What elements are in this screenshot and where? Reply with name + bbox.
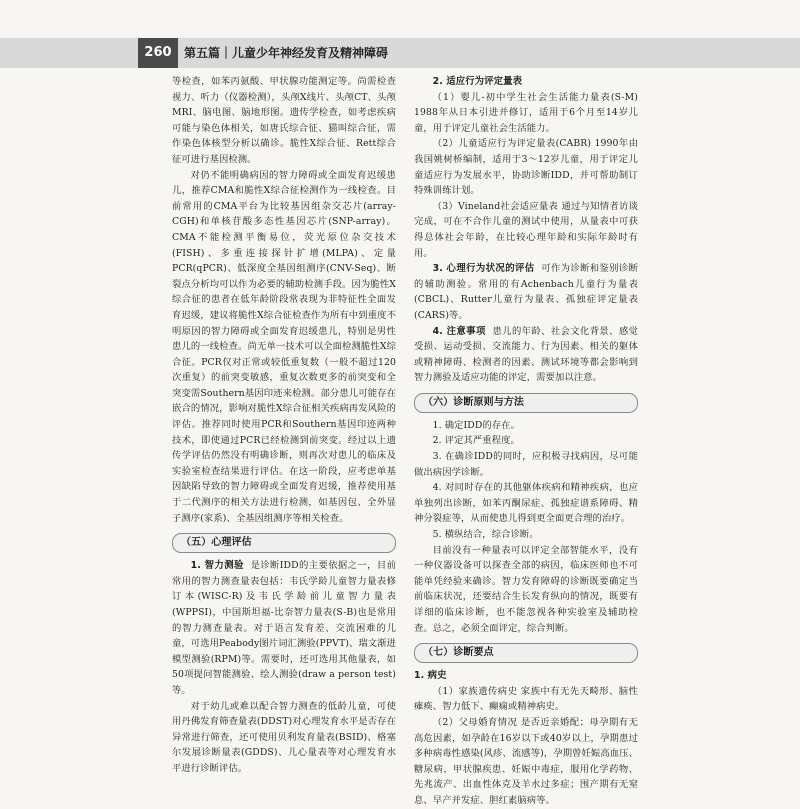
section-heading-diagnosis-points: （七）诊断要点	[414, 643, 638, 663]
subheading-adaptive-behavior: 2. 适应行为评定量表	[432, 76, 523, 87]
page-header	[0, 38, 800, 68]
subheading-notes: 4. 注意事项	[432, 325, 486, 337]
paragraph: 对于幼儿或难以配合智力测查的低龄儿童，可使用丹佛发育筛查量表(DDST)对心理发育水平是否存在异常进行筛查，还可使用贝利发育量表(BSID)、格塞尔发展诊断量表(GDDS)、儿心量表等对心理发育水平进行诊断评估。	[172, 700, 396, 774]
subheading-history: 1. 病史	[414, 670, 447, 682]
list-item: 2. 评定其严重程度。	[432, 435, 520, 447]
paragraph: 等检查，如苯丙氨酸、甲状腺功能测定等。尚需检查视力、听力（仪器检测），头颅X线片、头颅CT、头颅MRI、脑电图、脑地形图。遗传学检查，如考虑疾病可能与染色体相关，如唐氏综合征、猫叫综合征，需作染色体核型分析以确诊。脆性X综合征、Rett综合征可进行基因检测。	[172, 76, 396, 165]
paragraph	[172, 558, 396, 698]
paragraph-text: 患儿的年龄、社会文化背景、感觉受损、运动受损、交流能力、行为因素、相关的躯体或精神障碍、检测者的因素、测试环境等都会影响到智力测验及适应功能的评定，需要加以注意。	[414, 325, 638, 384]
list-item: 1. 确定IDD的存在。	[432, 419, 520, 431]
paragraph: （2）父母婚育情况 是否近亲婚配；母孕期有无高危因素，如孕龄在16岁以下或40岁以上，孕期患过多种病毒性感染(风疹、流感等)，孕期曾妊娠高血压、糖尿病、甲状腺疾患、妊娠中毒症，服用化学药物、先兆流产、出血性体克及羊水过多症；围产期有无窒息、早产并发症、胆红素脑病等。	[414, 716, 638, 806]
paragraph: （1）家族遗传病史 家族中有无先天畸形、脑性瘫痪、智力低下、癫痫或精神病史。	[414, 685, 638, 713]
paragraph	[414, 74, 638, 90]
section-heading-psych-assessment: （五）心理评估	[172, 533, 396, 553]
paragraph: （1）婴儿-初中学生社会生活能力量表(S-M) 1988年从日本引进并修订，适用于6个月至14岁儿童，用于评定儿童社会生活能力。	[414, 91, 638, 134]
paragraph: 目前没有一种量表可以评定全部智能水平，没有一种仪器设备可以探查全部的病因，临床医师也不可能单凭经验来确诊。智力发育障碍的诊断既要确定当前临床状况，还要结合生长发育纵向的情况，既要有详细的临床诊断，也不能忽视各种实验室及辅助检查。总之，必须全面评定，综合判断。	[414, 544, 638, 634]
list-item: 3. 在确诊IDD的同时，应积极寻找病因，尽可能做出病因学诊断。	[414, 451, 638, 478]
paragraph: （3）Vineland社会适应量表 通过与知情者访谈完成，可在不合作儿童的测试中使用，从量表中可获得总体社会年龄，在比较心理年龄和实际年龄时有用。	[414, 200, 638, 259]
paragraph-text: 是诊断IDD的主要依据之一，目前常用的智力测查量表包括：韦氏学龄儿童智力量表修订本(WISC-R)及韦氏学龄前儿童智力量表(WPPSI)，中国斯坦福-比奈智力量表(S-B)也是常用的智力测查量表。对于语言发育差、交流困难的儿童，可选用Peabody图片词汇测验(PPVT)、瑞文渐进模型测验(RPM)等。需要时，还可选用其他量表，如50项提问智能测验、绘人测验(draw a person test)等。	[172, 560, 396, 696]
page-number: 260	[138, 38, 178, 68]
paragraph: 对仍不能明确病因的智力障碍或全面发育迟缓患儿，推荐CMA和脆性X综合征检测作为一线检查。目前常用的CMA平台为比较基因组杂交芯片(array-CGH)和单核苷酸多态性基因芯片(SNP-array)。CMA不能检测平衡易位，荧光原位杂交技术(FISH)、多重连接探针扩增(MLPA)、定量PCR(qPCR)、低深度全基因组测序(CNV-Seq)、断裂点分析均可以作为必要的辅助检测手段。因为脆性X综合征的患者在低年龄阶段常表现为非特征性全面发育迟缓，建议将脆性X综合征检查作为所有中到重度不明原因的智力障碍或全面发育迟缓患儿，特别是男性患儿的一线检查。尚无单一技术可以全面检测脆性X综合征。PCR仅对正常或较低重复数（一般不超过120次重复）的前突变敏感，重复次数更多的前突变和全突变需Southern基因印迹来检测。部分患儿可能存在嵌合的情况，影响对脆性X综合征相关疾病再发风险的评估。推荐同时使用PCR和Southern基因印迹两种技术，即使通过PCR已经检测到前突变。经过以上遗传学评估仍然没有明确诊断，则再次对患儿的临床及实验室检查结果进行评估。在这一阶段，应考虑单基因缺陷导致的智力障碍或全面发育迟缓，推荐使用基于二代测序的相关方法进行检测，如基因包、全外显子测序(家系)、全基因组测序等相关检查。	[172, 169, 396, 524]
subheading-intelligence-test: 1. 智力测验	[190, 560, 244, 572]
chapter-title: 第五篇｜儿童少年神经发育及精神障碍	[184, 46, 389, 60]
paragraph-text: 可作为诊断和鉴别诊断的辅助测验。常用的有Achenbach儿童行为量表(CBCL)、Rutter儿童行为量表、孤独症评定量表(CARS)等。	[414, 263, 638, 321]
section-heading-diagnosis-principles: （六）诊断原则与方法	[414, 393, 638, 413]
right-column	[414, 74, 638, 809]
subheading-behavior-assessment: 3. 心理行为状况的评估	[432, 263, 535, 275]
list-item: 5. 横纵结合，综合诊断。	[432, 529, 539, 541]
left-column	[172, 74, 396, 777]
paragraph	[414, 261, 638, 323]
paragraph: （2）儿童适应行为评定量表(CABR) 1990年由我国姚树桥编制，适用于3～12岁儿童，用于评定儿童适应行为发展水平，协助诊断IDD，并可帮助制订特殊训练计划。	[414, 138, 638, 197]
paragraph	[414, 324, 638, 386]
paragraph	[414, 668, 638, 684]
list-item: 4. 对同时存在的其他躯体疾病和精神疾病，也应单独列出诊断，如苯丙酮尿症、孤独症谱系障碍、精神分裂症等，从而使患儿得到更全面更合理的治疗。	[414, 482, 638, 525]
